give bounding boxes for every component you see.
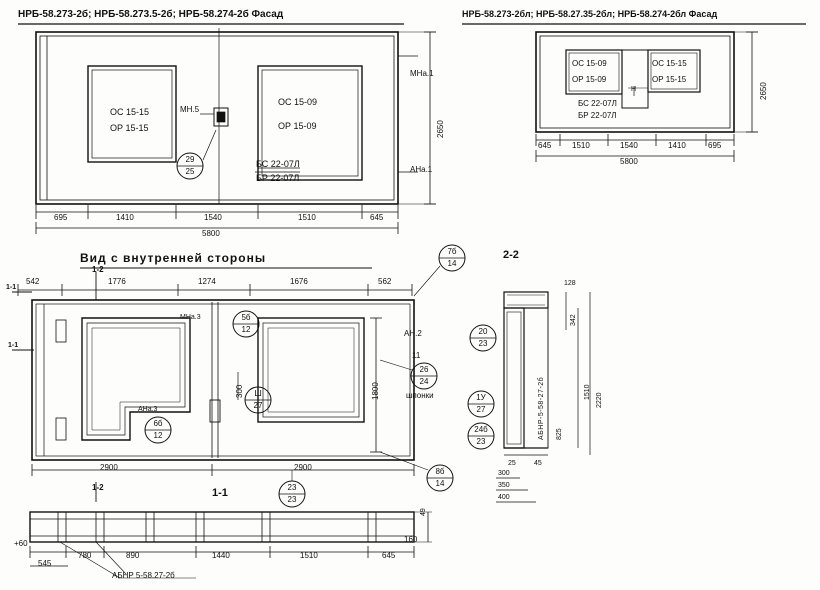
facade-left-door-bottom: БР 22-07Л (256, 173, 300, 183)
inner-balloon-11: 11 (412, 351, 421, 360)
section-2-2-title: 2-2 (503, 249, 519, 261)
facade-left-window-left-top: ОС 15-15 (110, 107, 150, 117)
facade-left-door-top: БС 22-07Л (256, 159, 300, 169)
sec11-dim-645: 645 (382, 551, 396, 560)
inner-mark-an3: АНа.3 (138, 406, 158, 413)
facade-left-balloon-top: 29 (185, 155, 195, 164)
inner-dim-top-2: 1776 (108, 277, 126, 286)
balloon-sh-bottom: 27 (253, 401, 263, 410)
balloon-5b-bottom: 12 (241, 325, 251, 334)
sec22-dim-300: 300 (498, 470, 510, 477)
balloon-20-top: 20 (478, 327, 488, 336)
inner-view-title: Вид с внутренней стороны (80, 251, 267, 265)
sec22-dim-825: 825 (556, 428, 563, 440)
facade-right-dim-height: 2650 (759, 82, 768, 100)
balloon-8b-bottom: 14 (435, 479, 445, 488)
facade-right-dim-4: 1410 (668, 141, 686, 150)
facade-left-window-left-bottom: ОР 15-15 (110, 123, 149, 133)
sec11-dim-1440: 1440 (212, 551, 230, 560)
balloon-24b-bottom: 23 (476, 437, 486, 446)
inner-mark-cut-top: 1-2 (92, 265, 104, 274)
facade-right-dim-2: 1510 (572, 141, 590, 150)
balloon-8b-top: 8б (435, 467, 445, 476)
balloon-1y-bottom: 27 (476, 405, 486, 414)
sec22-dim-350: 350 (498, 482, 510, 489)
balloon-26-bottom: 24 (419, 377, 429, 386)
facade-right-dim-total: 5800 (620, 157, 638, 166)
sec22-dim-128: 128 (564, 280, 576, 287)
facade-left-window-right-top: ОС 15-09 (278, 97, 318, 107)
balloon-24b-top: 24б (474, 425, 488, 434)
inner-mark-cut-bottom: 1-2 (92, 483, 104, 492)
facade-right-window-left-top: ОС 15-09 (572, 59, 607, 68)
sec11-dim-160: 160 (404, 535, 418, 544)
facade-left-dim-1: 695 (54, 213, 68, 222)
balloon-23-bottom: 23 (287, 495, 297, 504)
balloon-sh-top: Ш (254, 389, 262, 398)
inner-dim-height: 1800 (371, 382, 380, 400)
facade-left-dim-3: 1540 (204, 213, 222, 222)
sec11-dim-49: 49 (420, 508, 427, 516)
facade-left-dim-height: 2650 (436, 120, 445, 138)
balloon-1y-top: 1У (476, 393, 486, 402)
section-1-1-title: 1-1 (212, 487, 228, 499)
inner-note-shponki: шпонки (406, 391, 434, 400)
sec22-dim-1510: 1510 (584, 384, 591, 400)
sec22-dim-45: 45 (534, 460, 542, 467)
facade-left-mark-mn1: МНа.1 (410, 69, 434, 78)
facade-left-mark-an1: АНа.1 (410, 165, 433, 174)
facade-right-window-left-bottom: ОР 15-09 (572, 75, 607, 84)
inner-mark-mn3: МНа.3 (180, 314, 201, 321)
balloon-6b-bottom: 12 (153, 431, 163, 440)
facade-left-mark-mn5: МН.5 (180, 105, 200, 114)
sec11-dim-545: 545 (38, 559, 52, 568)
facade-right-dim-5: 695 (708, 141, 722, 150)
inner-dim-top-4: 1676 (290, 277, 308, 286)
inner-dim-bottom-left: 2900 (100, 463, 118, 472)
sec22-label-vertical: АБНР-5-58-27-2б (538, 376, 545, 440)
facade-right-window-right-bottom: ОР 15-15 (652, 75, 687, 84)
sec22-dim-25: 25 (508, 460, 516, 467)
sec11-dim-1510: 1510 (300, 551, 318, 560)
balloon-7b-bottom: 14 (447, 259, 457, 268)
facade-right-window-right-top: ОС 15-15 (652, 59, 687, 68)
facade-right-dim-3: 1540 (620, 141, 638, 150)
balloon-6b-top: 6б (153, 419, 163, 428)
inner-dim-300: 300 (235, 384, 244, 398)
facade-right-dim-1: 645 (538, 141, 552, 150)
facade-left-dim-5: 645 (370, 213, 384, 222)
sec11-label-bottom: АБНР 5-58.27-2б (112, 571, 175, 580)
sec22-dim-2220: 2220 (596, 392, 603, 408)
facade-left-dim-total: 5800 (202, 229, 220, 238)
balloon-26-top: 26 (419, 365, 429, 374)
facade-left-balloon-bottom: 25 (185, 167, 195, 176)
sec22-dim-400: 400 (498, 494, 510, 501)
balloon-23-top: 23 (287, 483, 297, 492)
sec11-dim-780: 780 (78, 551, 92, 560)
inner-mark-left-cut-2: 1-1 (8, 342, 19, 349)
sec11-dim-890: 890 (126, 551, 140, 560)
sec11-mark-60: +60 (14, 539, 28, 548)
inner-mark-an2: АН.2 (404, 329, 422, 338)
facade-right-door-top: БС 22-07Л (578, 99, 617, 108)
sec22-dim-342: 342 (570, 314, 577, 326)
inner-dim-top-3: 1274 (198, 277, 216, 286)
facade-left-title: НРБ-58.273-2б; НРБ-58.273.5-2б; НРБ-58.274-2б Фасад (18, 9, 284, 20)
facade-left-dim-4: 1510 (298, 213, 316, 222)
inner-dim-bottom-right: 2900 (294, 463, 312, 472)
facade-left-dim-2: 1410 (116, 213, 134, 222)
facade-right-mark-mn: Н (631, 86, 637, 93)
facade-right-door-bottom: БР 22-07Л (578, 111, 617, 120)
facade-left-window-right-bottom: ОР 15-09 (278, 121, 317, 131)
balloon-5b-top: 5б (241, 313, 251, 322)
facade-right-title: НРБ-58.273-2бл; НРБ-58.27.35-2бл; НРБ-58.274-2бл Фасад (462, 9, 718, 19)
inner-dim-top-5: 562 (378, 277, 392, 286)
balloon-20-bottom: 23 (478, 339, 488, 348)
inner-mark-left-cut: 1-1 (6, 284, 17, 291)
inner-dim-top-1: 542 (26, 277, 40, 286)
balloon-7b-top: 7б (447, 247, 457, 256)
